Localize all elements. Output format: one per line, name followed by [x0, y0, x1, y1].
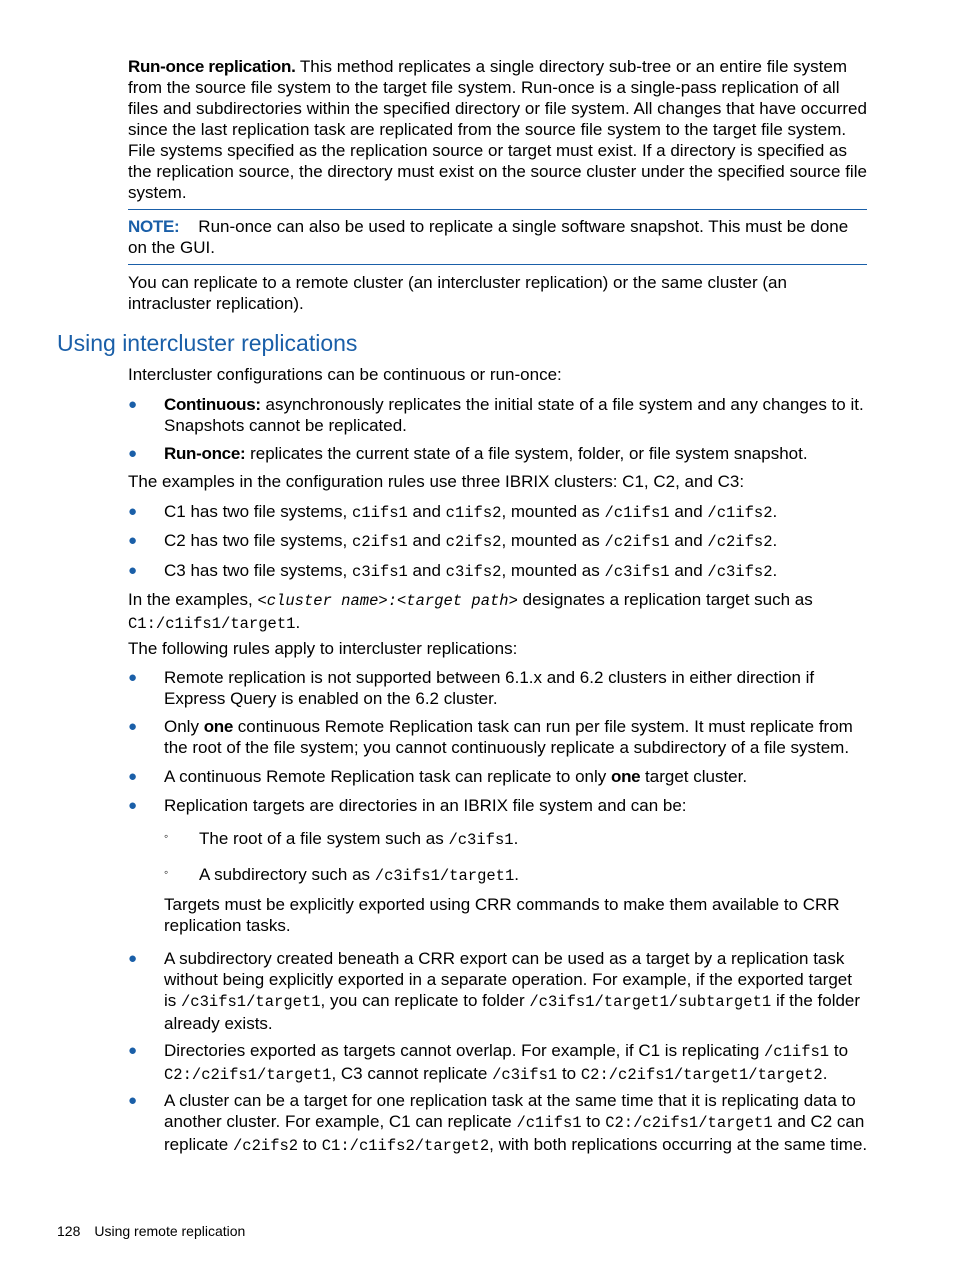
bullet-icon: ● [128, 797, 138, 814]
note-top-rule [128, 209, 867, 210]
section-intro: Intercluster configurations can be continuous or run-once: [128, 365, 562, 384]
run-once-paragraph [128, 56, 868, 203]
page-footer [57, 1222, 245, 1240]
bullet-icon: ● [128, 718, 138, 735]
circle-bullet-icon: ◦ [164, 829, 169, 843]
mode-text: replicates the current state of a file system, folder, or file system snapshot. [245, 444, 808, 463]
bullet-icon: ● [128, 1042, 138, 1059]
designates-paragraph: In the examples, <cluster name>:<target path> designates a replication target such as C1:/c1ifs1/target1. [128, 590, 813, 633]
run-once-text: This method replicates a single directory sub-tree or an entire file system from the source file system to the target file system. Run-once is a single-pass replication of all files and subdirectories within the specified directory or file system. All changes that have occurred since the last replication task are replicated from the source file system to the target file system. File systems specified as the replication source or target must exist. If a directory is specified as the replication source, the directory must exist on the source cluster under the specified source file system. [128, 57, 867, 202]
examples-intro: The examples in the configuration rules use three IBRIX clusters: C1, C2, and C3: [128, 472, 745, 491]
target-format-code: <cluster name>:<target path> [257, 592, 518, 610]
note-box [128, 216, 868, 258]
bullet-icon: ● [128, 1092, 138, 1109]
chapter-title: Using remote replication [94, 1223, 246, 1239]
note-bottom-rule [128, 264, 867, 265]
mode-text: asynchronously replicates the initial state of a file system and any changes to it. Snapshots cannot be replicated. [164, 395, 864, 435]
remote-cluster-paragraph: You can replicate to a remote cluster (an intercluster replication) or the same cluster (an intracluster replication). [128, 273, 787, 313]
section-heading: Using intercluster replications [57, 330, 358, 356]
bullet-icon: ● [128, 396, 138, 413]
note-text: Run-once can also be used to replicate a single software snapshot. This must be done on the GUI. [128, 217, 849, 257]
note-label: NOTE: [128, 217, 180, 236]
bullet-icon: ● [128, 768, 138, 785]
mode-label: Continuous: [164, 395, 261, 414]
targets-export-note: Targets must be explicitly exported using CRR commands to make them available to CRR replication tasks. [164, 895, 840, 935]
bullet-icon: ● [128, 532, 138, 549]
page-number: 128 [57, 1223, 81, 1239]
bullet-icon: ● [128, 503, 138, 520]
bullet-icon: ● [128, 562, 138, 579]
run-once-label: Run-once replication. [128, 57, 296, 76]
bullet-icon: ● [128, 950, 138, 967]
rules-intro: The following rules apply to intercluster replications: [128, 639, 518, 658]
bullet-icon: ● [128, 445, 138, 462]
mode-label: Run-once: [164, 444, 246, 463]
circle-bullet-icon: ◦ [164, 865, 169, 879]
bullet-icon: ● [128, 669, 138, 686]
target-example-code: C1:/c1ifs1/target1 [128, 615, 296, 633]
